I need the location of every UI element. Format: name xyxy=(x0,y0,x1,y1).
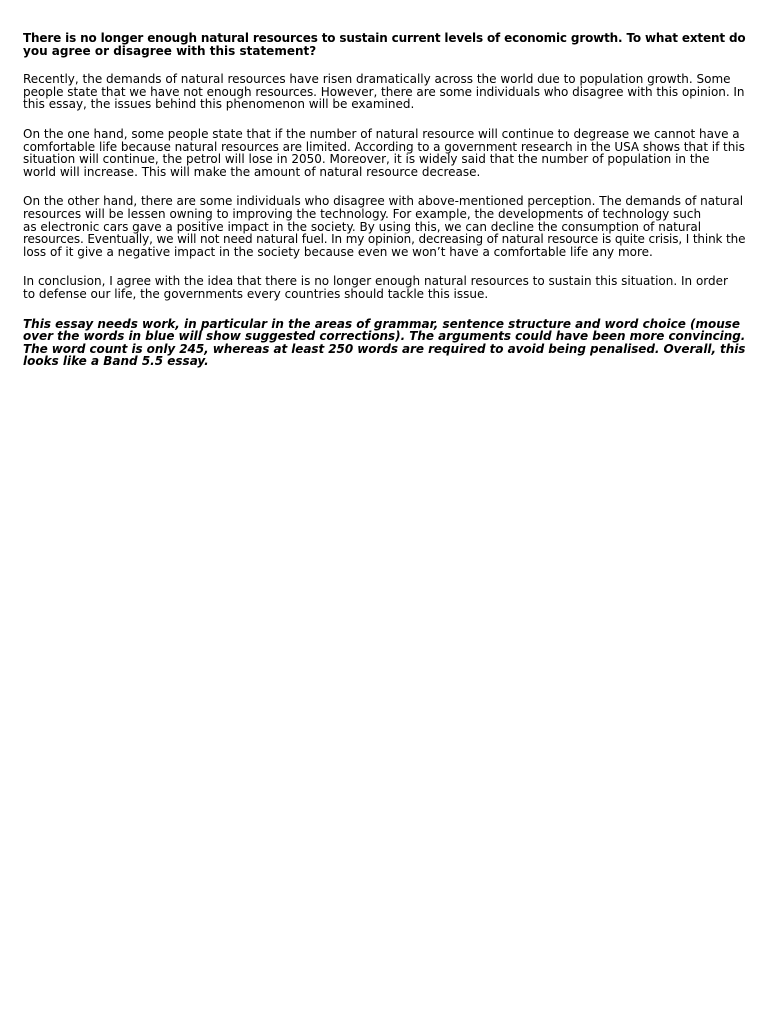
essay-line: situation will continue, the petrol will lose in 2050. Moreover, it is widely said that the number of population in the xyxy=(23,152,710,167)
essay-line: world will increase. This will make the amount of natural resource decrease. xyxy=(23,164,481,179)
essay-question xyxy=(23,32,745,57)
essay-conclusion xyxy=(23,275,745,300)
essay-body-paragraph-1 xyxy=(23,128,745,178)
essay-line: resources. Eventually, we will not need natural fuel. In my opinion, decreasing of natural resource is quite crisis, I think the xyxy=(23,232,746,247)
essay-line: On the other hand, there are some individuals who disagree with above-mentioned perception. The demands of natural xyxy=(23,194,744,209)
essay-line: In conclusion, I agree with the idea that there is no longer enough natural resources to sustain this situation. In order xyxy=(23,274,728,289)
essay-question-line: you agree or disagree with this statement? xyxy=(23,43,317,58)
feedback-line: The word count is only 245, whereas at least 250 words are required to avoid being penalised. Overall, this xyxy=(23,341,746,356)
essay-line: loss of it give a negative impact in the society because even we won’t have a comfortable life any more. xyxy=(23,244,653,259)
essay-line: as electronic cars gave a positive impact in the society. By using this, we can decline the consumption of natural xyxy=(23,219,702,234)
examiner-feedback xyxy=(23,318,745,368)
essay-page xyxy=(23,32,745,385)
essay-question-line: There is no longer enough natural resources to sustain current levels of economic growth. To what extent do xyxy=(23,31,746,45)
essay-line: comfortable life because natural resources are limited. According to a government research in the USA shows that if this xyxy=(23,139,745,154)
essay-line: resources will be lessen owning to improving the technology. For example, the developments of technology such xyxy=(23,206,702,221)
essay-line: Recently, the demands of natural resources have risen dramatically across the world due to population growth. Some xyxy=(23,72,731,87)
essay-line: On the one hand, some people state that if the number of natural resource will continue to degrease we cannot have a xyxy=(23,126,740,141)
feedback-line: looks like a Band 5.5 essay. xyxy=(23,354,209,369)
essay-line: to defense our life, the governments every countries should tackle this issue. xyxy=(23,286,489,301)
essay-line: people state that we have not enough resources. However, there are some individuals who disagree with this opinion. In xyxy=(23,84,745,99)
feedback-line: over the words in blue will show suggested corrections). The arguments could have been more convincing. xyxy=(23,329,746,344)
essay-line: this essay, the issues behind this phenomenon will be examined. xyxy=(23,97,415,112)
feedback-line: This essay needs work, in particular in the areas of grammar, sentence structure and word choice (mouse xyxy=(23,316,741,331)
essay-body-paragraph-2 xyxy=(23,195,745,258)
essay-introduction xyxy=(23,73,745,111)
